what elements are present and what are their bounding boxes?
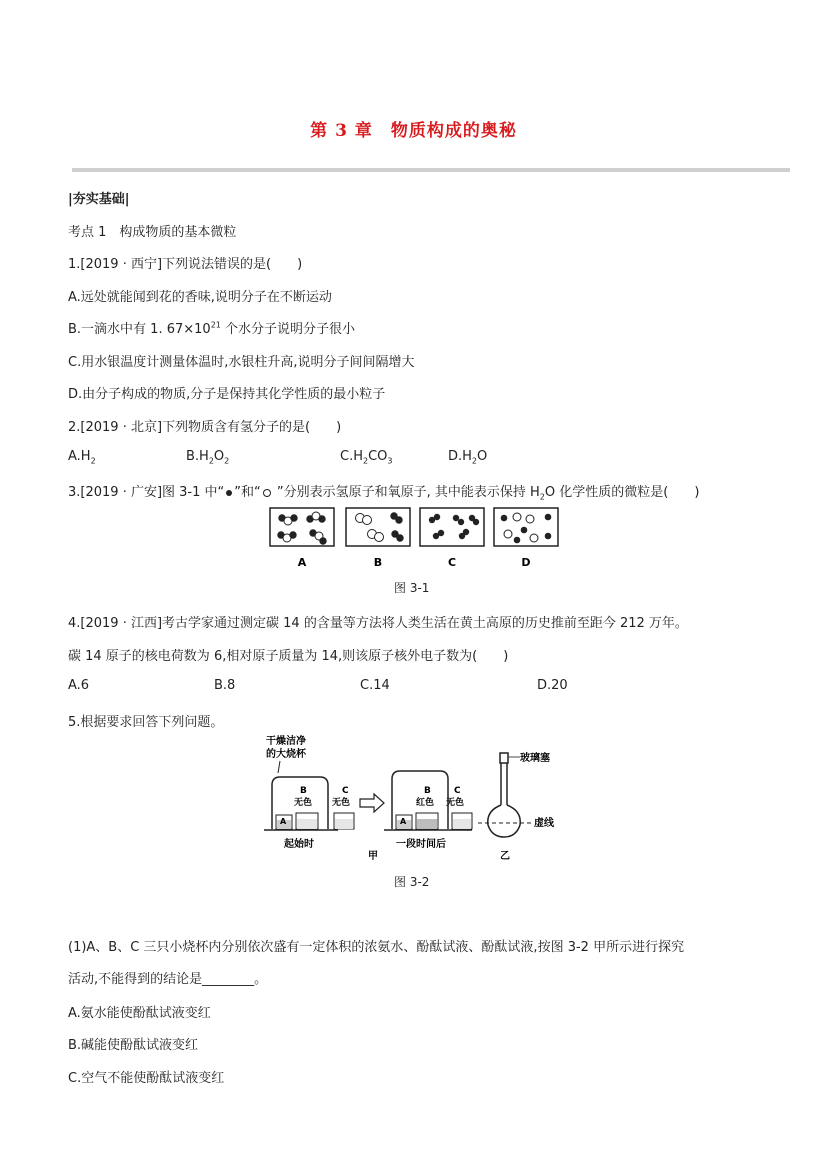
figure-3-1 <box>268 506 568 572</box>
q3-stem: 3.[2019 · 广安]图 3-1 中“ ”和“ ”分别表示氢原子和氧原子, 其中能表示保持 $H_2O$ 化学性质的微粒是( ) <box>68 485 700 502</box>
q4-stem-line2: 碳 14 原子的核电荷数为 6,相对原子质量为 14,则该原子核外电子数为( ) <box>68 649 509 664</box>
oxygen-atom-icon <box>263 489 271 497</box>
q4-option-a: A.6 <box>68 678 90 693</box>
beaker-c-later <box>452 813 472 829</box>
figure-label-c: C <box>447 556 457 569</box>
q4-stem-line1: 4.[2019 · 江西]考古学家通过测定碳 14 的含量等方法将人类生活在黄土高原的历史推前至距今 212 万年。 <box>68 616 688 631</box>
particle-box-d <box>494 508 558 546</box>
svg-text:C: C <box>454 786 461 796</box>
hydrogen-atom-icon <box>226 490 232 496</box>
figure-label-d: D <box>521 556 531 569</box>
particle-box-b <box>346 508 410 546</box>
label-dashed-line: 虚线 <box>534 818 554 829</box>
page-title: 第 3 章 物质构成的奥秘 <box>310 121 517 141</box>
q5-option-c: C.空气不能使酚酞试液变红 <box>68 1071 225 1086</box>
q5-option-b: B.碱能使酚酞试液变红 <box>68 1038 199 1053</box>
q4-option-c: C.14 <box>360 678 390 693</box>
svg-text:B: B <box>424 786 431 796</box>
figure-3-1-caption: 图 3-1 <box>394 581 430 595</box>
topic-heading: 考点 1 构成物质的基本微粒 <box>68 225 237 240</box>
beaker-c-start <box>334 813 354 829</box>
q5-sub1-line2: 活动,不能得到的结论是________。 <box>68 972 268 987</box>
q2-option-c: $C.H_2CO_3$ <box>340 449 393 466</box>
q5-sub1-line1: (1)A、B、C 三只小烧杯内分别依次盛有一定体积的浓氨水、酚酞试液、酚酞试液,按图 3-2 甲所示进行探究 <box>68 940 685 955</box>
svg-text:B: B <box>300 786 307 796</box>
cup-label-line2: 的大烧杯 <box>266 749 306 760</box>
arrow-icon <box>360 794 384 812</box>
q4-option-b: B.8 <box>214 678 236 693</box>
svg-text:A: A <box>280 817 287 826</box>
volumetric-flask <box>488 753 520 837</box>
figure-3-2-caption: 图 3-2 <box>394 875 430 889</box>
q1-b-text: B.一滴水中有 1. 67×10 <box>68 322 211 337</box>
q1-stem: 1.[2019 · 西宁]下列说法错误的是( ) <box>68 257 303 272</box>
q2-stem: 2.[2019 · 北京]下列物质含有氢分子的是( ) <box>68 420 342 435</box>
q1-option-d: D.由分子构成的物质,分子是保持其化学性质的最小粒子 <box>68 387 386 402</box>
divider <box>72 168 790 172</box>
figure-3-2 <box>262 733 582 865</box>
cup-label-line1: 干燥洁净 <box>266 736 306 747</box>
svg-text:无色: 无色 <box>332 798 351 808</box>
particle-box-a <box>270 508 334 546</box>
q1-b-text-end: 个水分子说明分子很小 <box>220 322 356 337</box>
q2-option-b: $B.H_2O_2$ <box>186 449 230 466</box>
q1-option-b <box>68 318 355 337</box>
q2-option-a: $A.H_2$ <box>68 449 96 466</box>
section-heading: |夯实基础| <box>68 192 130 207</box>
q1-b-exponent: 21 <box>210 320 221 330</box>
q4-option-d: D.20 <box>537 678 568 693</box>
q1-option-a: A.远处就能闻到花的香味,说明分子在不断运动 <box>68 290 332 305</box>
q1-option-c: C.用水银温度计测量体温时,水银柱升高,说明分子间间隔增大 <box>68 355 415 370</box>
figure-label-b: B <box>373 556 383 569</box>
svg-text:无色: 无色 <box>294 798 313 808</box>
svg-text:无色: 无色 <box>446 798 465 808</box>
beaker-b-start <box>296 813 318 829</box>
label-later: 一段时间后 <box>396 839 446 850</box>
q2-option-d: $D.H_2O$ <box>448 449 488 466</box>
label-jia: 甲 <box>368 851 378 862</box>
beaker-b-later <box>416 813 438 829</box>
label-start: 起始时 <box>284 839 314 850</box>
particle-box-c <box>420 508 484 546</box>
q5-stem: 5.根据要求回答下列问题。 <box>68 715 224 730</box>
label-yi: 乙 <box>500 851 510 862</box>
svg-text:红色: 红色 <box>416 798 435 808</box>
q5-option-a: A.氨水能使酚酞试液变红 <box>68 1006 211 1021</box>
label-stopper: 玻璃塞 <box>520 753 550 764</box>
figure-label-a: A <box>297 556 307 569</box>
svg-text:C: C <box>342 786 349 796</box>
svg-text:A: A <box>400 817 407 826</box>
